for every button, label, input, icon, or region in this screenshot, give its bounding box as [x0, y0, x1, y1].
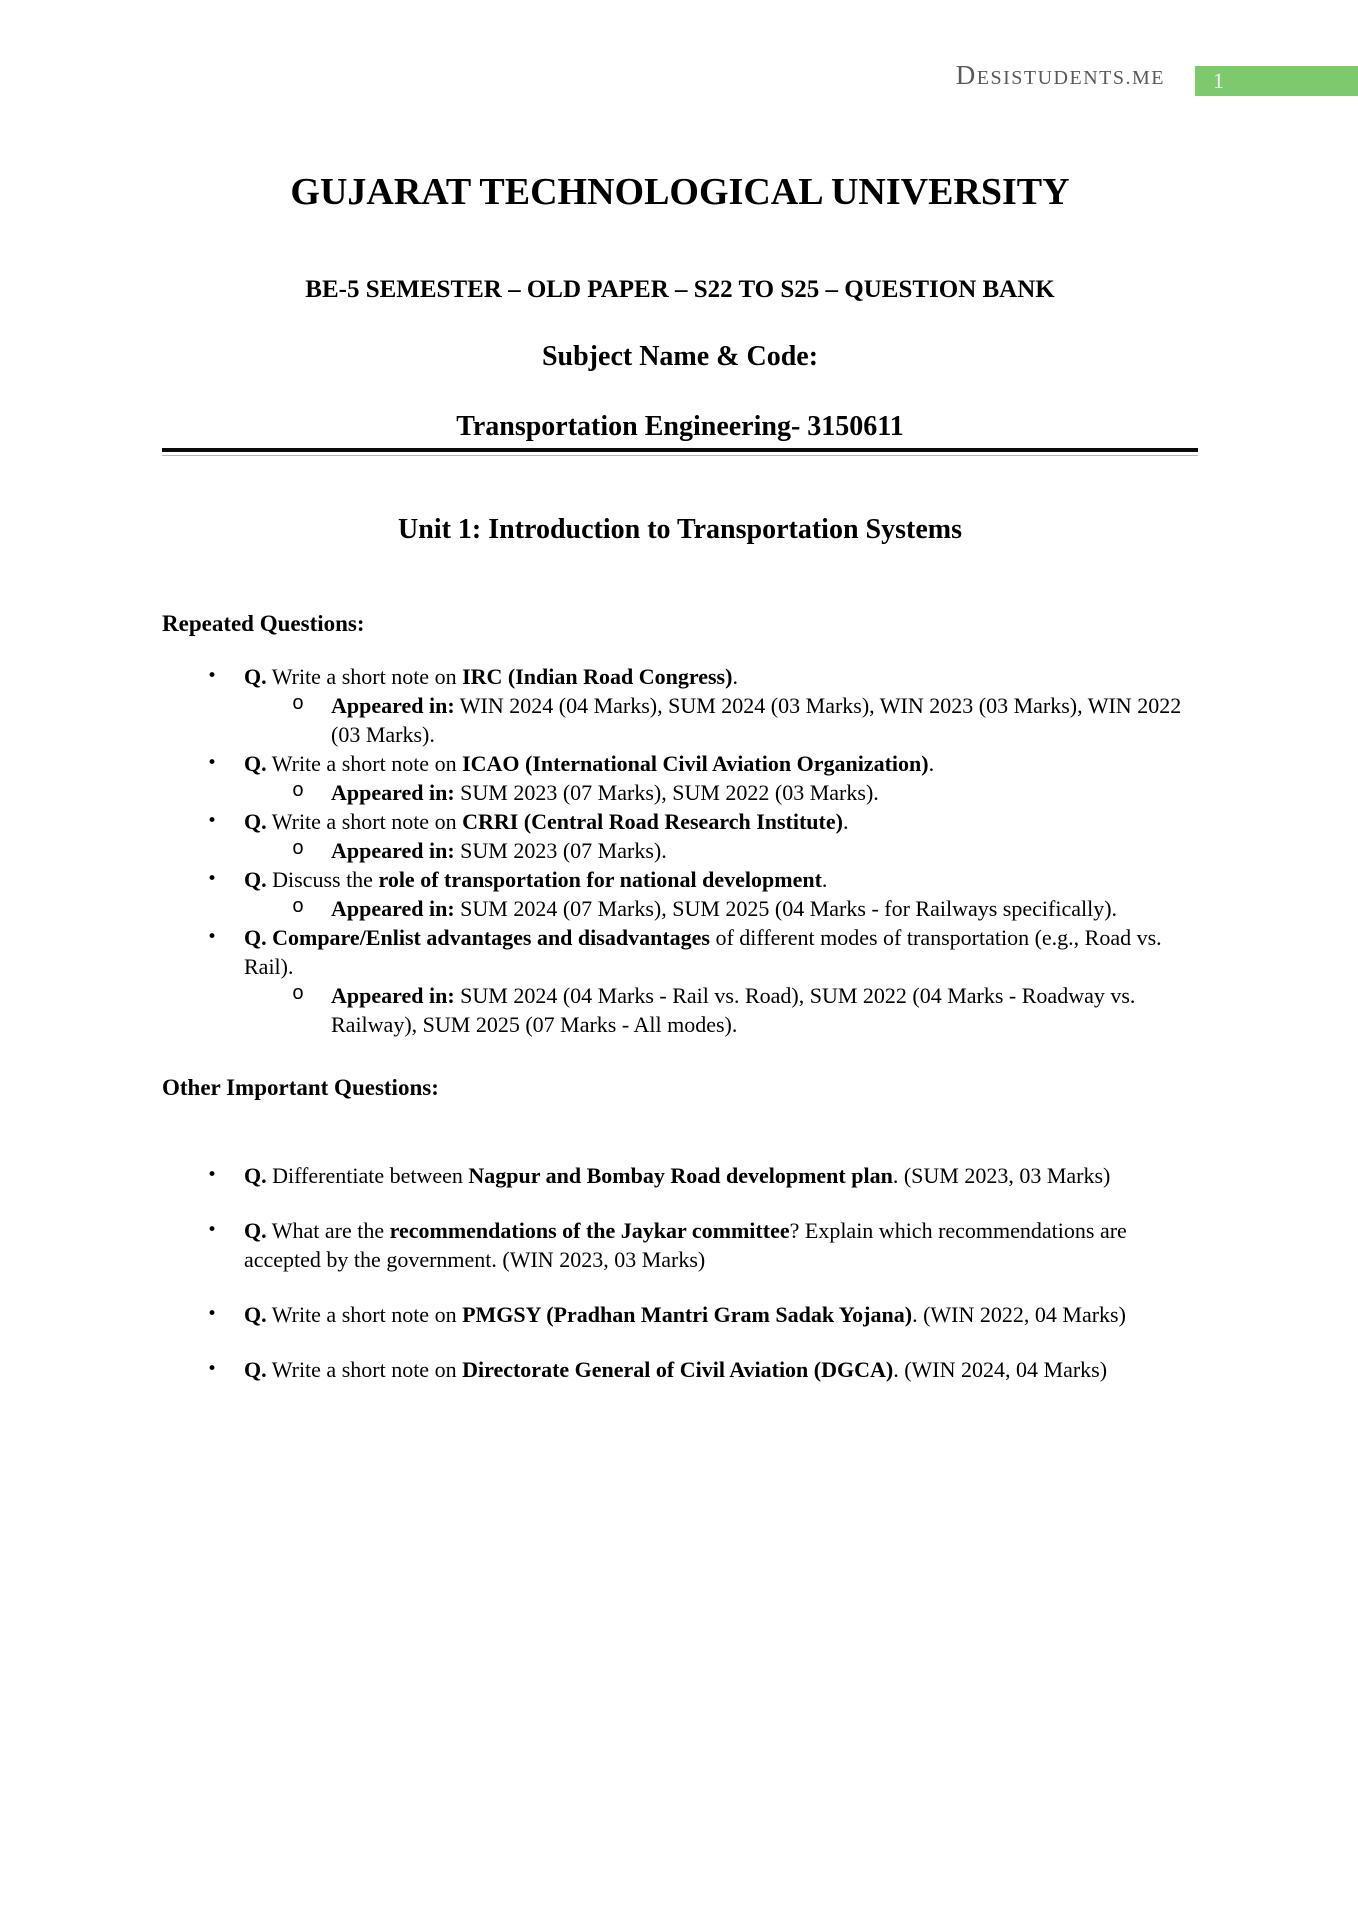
appeared-in-text: Appeared in: WIN 2024 (04 Marks), SUM 2024 (03 Marks), WIN 2023 (03 Marks), WIN 2022 (03 Marks). [331, 693, 1182, 747]
site-label: DESISTUDENTS.ME [955, 60, 1165, 90]
question-line [162, 1355, 1198, 1384]
section-other-important-questions [162, 1074, 1198, 1384]
divider-thin-line [162, 455, 1198, 456]
question-text: Q. Write a short note on IRC (Indian Road Congress). [244, 664, 738, 689]
question-text: Q. Write a short note on ICAO (International Civil Aviation Organization). [244, 751, 935, 776]
question-item [162, 807, 1198, 865]
question-list [162, 1161, 1198, 1384]
page-number-badge [1195, 66, 1358, 96]
section-heading: Other Important Questions: [162, 1075, 439, 1100]
question-item [162, 865, 1198, 923]
question-item [162, 1216, 1198, 1274]
question-text: Q. Write a short note on PMGSY (Pradhan Mantri Gram Sadak Yojana). (WIN 2022, 04 Marks) [244, 1302, 1126, 1327]
question-item [162, 1355, 1198, 1384]
question-item [162, 923, 1198, 1039]
sub-bullet-icon: o [292, 983, 305, 1006]
bullet-icon: • [207, 927, 218, 947]
appeared-in-line [162, 836, 1198, 865]
appeared-in-line [162, 981, 1198, 1039]
question-text: Q. Discuss the role of transportation for national development. [244, 867, 828, 892]
question-item [162, 662, 1198, 749]
subject-label: Subject Name & Code: [541, 341, 819, 372]
question-item [162, 749, 1198, 807]
question-line [162, 807, 1198, 836]
page-number: 1 [1213, 68, 1224, 93]
divider-thick-line [162, 448, 1198, 452]
unit-heading: Unit 1: Introduction to Transportation Systems [398, 514, 962, 545]
appeared-in-line [162, 778, 1198, 807]
question-text: Q. Write a short note on Directorate General of Civil Aviation (DGCA). (WIN 2024, 04 Marks) [244, 1357, 1108, 1382]
question-text: Q. Write a short note on CRRI (Central Road Research Institute). [244, 809, 849, 834]
section-repeated-questions [162, 610, 1198, 1039]
sub-bullet-icon: o [292, 896, 305, 919]
university-title: GUJARAT TECHNOLOGICAL UNIVERSITY [290, 171, 1070, 213]
appeared-in-line [162, 691, 1198, 749]
question-item [162, 1161, 1198, 1190]
question-line [162, 1300, 1198, 1329]
bullet-icon: • [207, 811, 218, 831]
question-text: Q. Compare/Enlist advantages and disadvantages of different modes of transportation (e.g., Road vs. Rail). [244, 925, 1162, 979]
sub-bullet-icon: o [292, 780, 305, 803]
section-heading: Repeated Questions: [162, 611, 365, 636]
question-line [162, 1161, 1198, 1190]
question-line [162, 865, 1198, 894]
question-text: Q. Differentiate between Nagpur and Bombay Road development plan. (SUM 2023, 03 Marks) [244, 1163, 1111, 1188]
bullet-icon: • [207, 869, 218, 889]
appeared-in-line [162, 894, 1198, 923]
sub-bullet-icon: o [292, 693, 305, 716]
bullet-icon: • [207, 1304, 218, 1324]
question-list [162, 662, 1198, 1039]
sub-bullet-icon: o [292, 838, 305, 861]
question-text: Q. What are the recommendations of the Jaykar committee? Explain which recommendations are accepted by the government. (WIN 2023, 03 Marks) [244, 1218, 1127, 1272]
question-line [162, 662, 1198, 691]
bullet-icon: • [207, 666, 218, 686]
question-line [162, 1216, 1198, 1274]
paper-subtitle: BE-5 SEMESTER – OLD PAPER – S22 TO S25 – QUESTION BANK [305, 276, 1055, 303]
appeared-in-text: Appeared in: SUM 2023 (07 Marks), SUM 2022 (03 Marks). [331, 780, 879, 805]
subject-value: Transportation Engineering- 3150611 [456, 411, 904, 442]
bullet-icon: • [207, 1359, 218, 1379]
bullet-icon: • [207, 753, 218, 773]
question-line [162, 749, 1198, 778]
appeared-in-text: Appeared in: SUM 2024 (04 Marks - Rail vs. Road), SUM 2022 (04 Marks - Roadway vs. Railway), SUM 2025 (07 Marks - All modes). [331, 983, 1136, 1037]
bullet-icon: • [207, 1165, 218, 1185]
appeared-in-text: Appeared in: SUM 2024 (07 Marks), SUM 2025 (04 Marks - for Railways specifically). [331, 896, 1118, 921]
question-item [162, 1300, 1198, 1329]
appeared-in-text: Appeared in: SUM 2023 (07 Marks). [331, 838, 667, 863]
bullet-icon: • [207, 1220, 218, 1240]
question-line [162, 923, 1198, 981]
